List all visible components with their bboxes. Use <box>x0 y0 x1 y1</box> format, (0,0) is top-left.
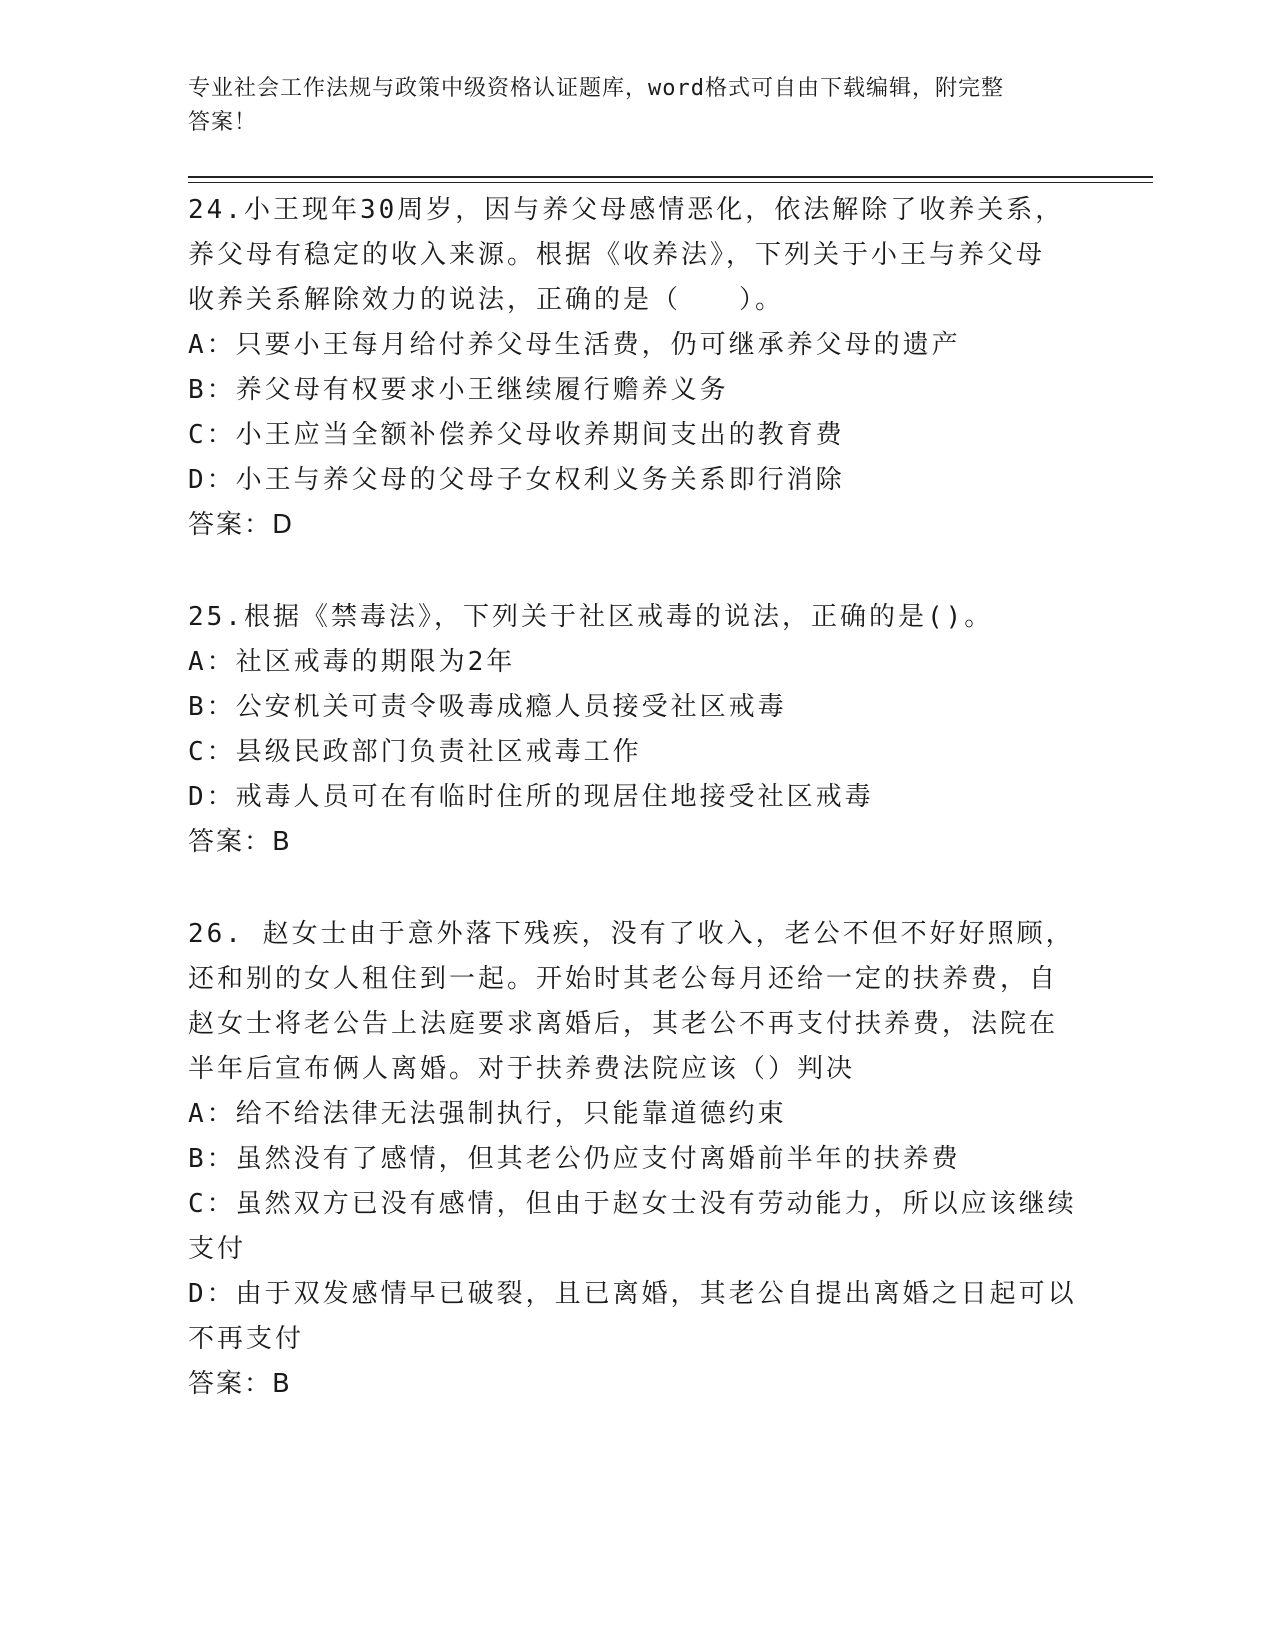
question-stem-line: 养父母有稳定的收入来源。根据《收养法》，下列关于小王与养父母 <box>188 240 1046 270</box>
header-rule-thin <box>188 182 1153 183</box>
header-rule-thick <box>188 176 1153 178</box>
option-c: C：小王应当全额补偿养父母收养期间支出的教育费 <box>188 420 845 450</box>
option-d-continued: 不再支付 <box>188 1324 305 1354</box>
question-26 <box>188 912 1088 1407</box>
option-b: B：虽然没有了感情，但其老公仍应支付离婚前半年的扶养费 <box>188 1144 961 1174</box>
option-d: D：小王与养父母的父母子女权利义务关系即行消除 <box>188 465 845 495</box>
option-d: D：戒毒人员可在有临时住所的现居住地接受社区戒毒 <box>188 782 874 812</box>
question-stem-line: 赵女士将老公告上法庭要求离婚后，其老公不再支付扶养费，法院在 <box>188 1009 1059 1039</box>
option-a: A：给不给法律无法强制执行，只能靠道德约束 <box>188 1099 787 1129</box>
question-list <box>188 188 1088 1407</box>
option-a: A：只要小王每月给付养父母生活费，仍可继承养父母的遗产 <box>188 330 961 360</box>
answer-label: 答案：B <box>188 1369 292 1399</box>
option-b: B：养父母有权要求小王继续履行赡养义务 <box>188 375 729 405</box>
question-spacer <box>188 865 1088 912</box>
page-header: 专业社会工作法规与政策中级资格认证题库，word格式可自由下载编辑，附完整 答案！ <box>188 76 1004 135</box>
question-stem-line: 25.根据《禁毒法》，下列关于社区戒毒的说法，正确的是()。 <box>188 602 994 632</box>
question-stem-line: 收养关系解除效力的说法，正确的是（ ）。 <box>188 285 785 315</box>
question-spacer <box>188 548 1088 595</box>
option-d: D：由于双发感情早已破裂，且已离婚，其老公自提出离婚之日起可以 <box>188 1279 1077 1309</box>
answer-label: 答案：B <box>188 827 292 857</box>
question-stem-line: 26. 赵女士由于意外落下残疾，没有了收入，老公不但不好好照顾， <box>188 919 1075 949</box>
question-25 <box>188 595 1088 865</box>
option-b: B：公安机关可责令吸毒成瘾人员接受社区戒毒 <box>188 692 787 722</box>
option-a: A：社区戒毒的期限为2年 <box>188 647 516 677</box>
question-24 <box>188 188 1088 548</box>
option-c: C：县级民政部门负责社区戒毒工作 <box>188 737 642 767</box>
option-c: C：虽然双方已没有感情，但由于赵女士没有劳动能力，所以应该继续 <box>188 1189 1077 1219</box>
question-stem-line: 半年后宣布俩人离婚。对于扶养费法院应该（）判决 <box>188 1054 856 1084</box>
question-stem-line: 24.小王现年30周岁，因与养父母感情恶化，依法解除了收养关系， <box>188 195 1065 225</box>
option-c-continued: 支付 <box>188 1234 247 1264</box>
question-stem-line: 还和别的女人租住到一起。开始时其老公每月还给一定的扶养费，自 <box>188 964 1059 994</box>
answer-label: 答案：D <box>188 510 295 540</box>
